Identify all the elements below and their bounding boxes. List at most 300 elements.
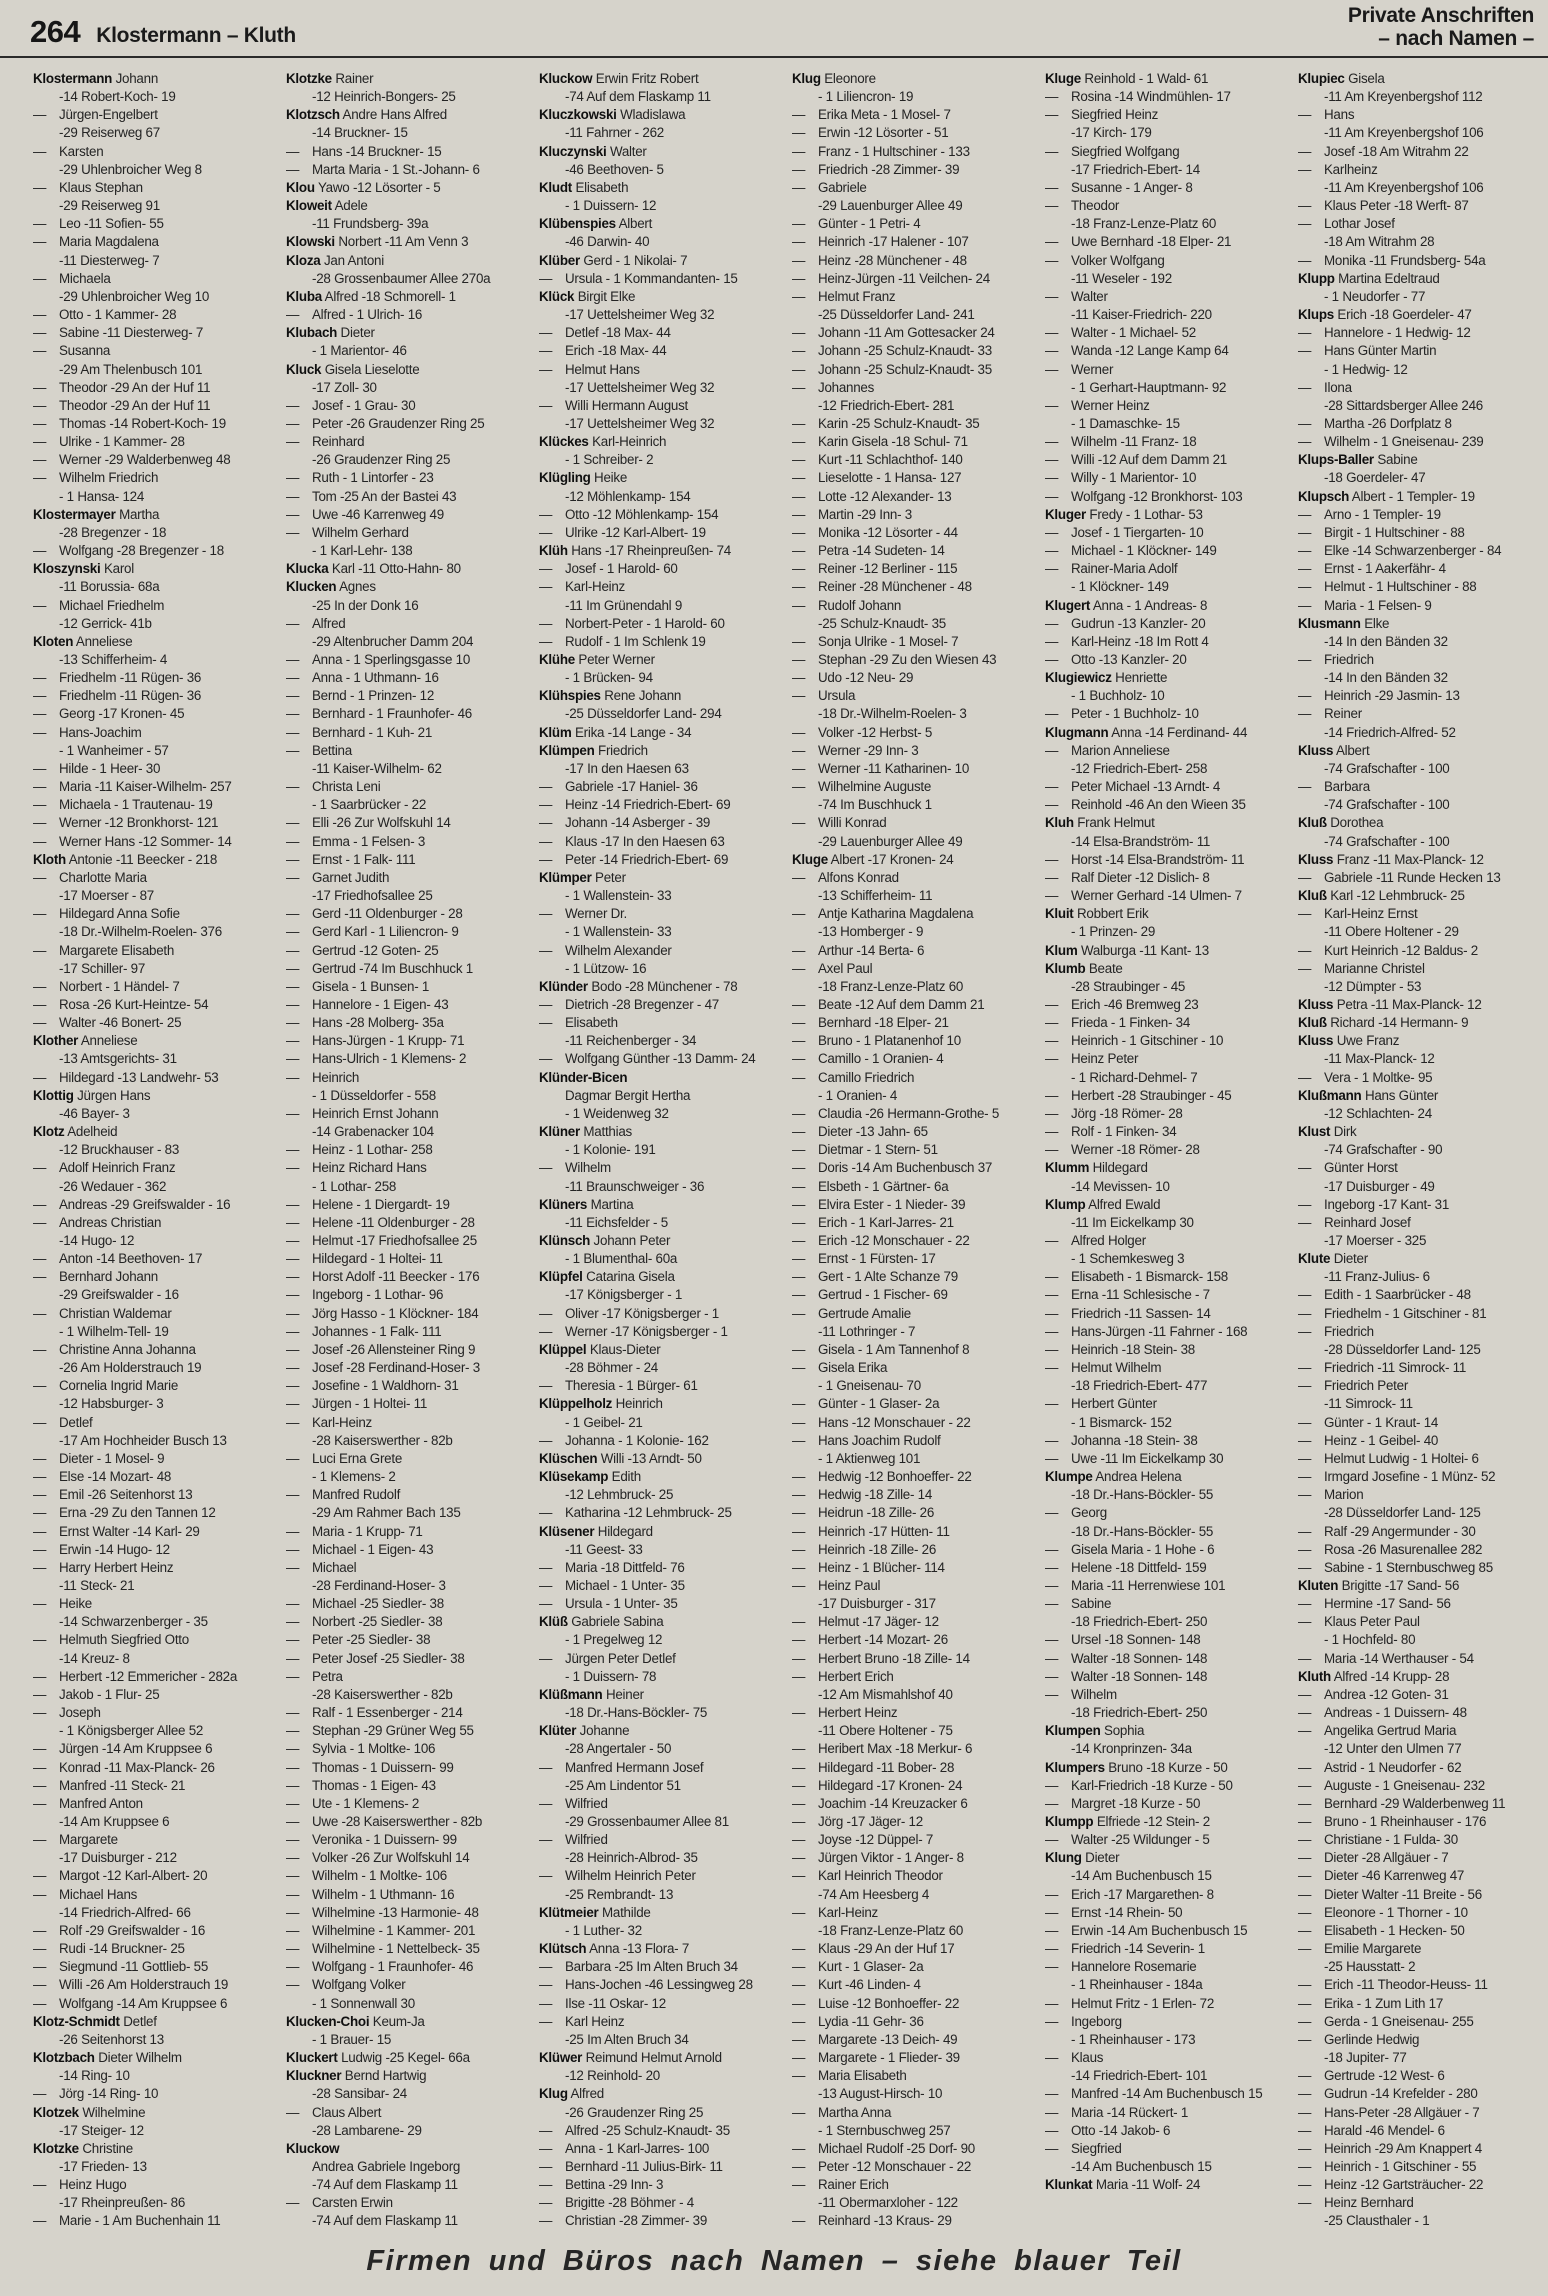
page-header: [0, 0, 1548, 52]
entry-head: Klühe Peter Werner: [539, 652, 655, 667]
entry-continuation: — Bernhard - 1 Kuh- 21: [286, 724, 526, 742]
surname: Klüpfel: [539, 1269, 583, 1285]
entry-continuation: — Elke -14 Schwarzenberger - 84: [1298, 542, 1538, 560]
entry-continuation: — Andreas -29 Greifswalder - 16: [33, 1196, 273, 1214]
surname: Kluger: [1045, 506, 1086, 522]
entry-head: Klumpen Sophia: [1045, 1723, 1145, 1739]
surname: Klüwer: [539, 2050, 583, 2066]
surname: Klumpe: [1045, 1469, 1093, 1485]
entry-address-line: - 1 Karl-Lehr- 138: [312, 543, 413, 559]
entry-head: Klotzke Christine: [33, 2140, 133, 2156]
entry-head: Klowski Norbert -11 Am Venn 3: [286, 234, 469, 250]
entry-continuation: — Erich -17 Margarethen- 8: [1045, 1886, 1285, 1904]
entry-continuation: — Wilhelm - 1 Gneisenau- 239: [1298, 433, 1538, 451]
entry-address-line: - 1 Luther- 32: [565, 1922, 642, 1938]
entry-continuation: — Michael - 1 Eigen- 43: [286, 1541, 526, 1559]
surname: Klotzbach: [33, 2050, 95, 2066]
entry-address-line: -26 Graudenzer Ring 25: [565, 2104, 704, 2120]
entry-continuation: — Friedrich Peter: [1298, 1377, 1538, 1395]
entry-continuation: — Erich -18 Max- 44: [539, 342, 779, 360]
entry-address-line: -14 Ring- 10: [59, 2068, 130, 2084]
surname: Klother: [33, 1033, 79, 1049]
entry-address-line: - 1 Richard-Dehmel- 7: [1071, 1069, 1198, 1085]
entry-continuation: — Erich -11 Theodor-Heuss- 11: [1298, 1976, 1538, 1994]
surname: Klüber: [539, 252, 580, 268]
surname: Klups: [1298, 307, 1334, 323]
entry-continuation: — Manfred -11 Steck- 21: [33, 1777, 273, 1795]
entry-address-line: -17 Zoll- 30: [312, 379, 377, 395]
entry-address-line: -17 Friedrich-Ebert- 14: [1071, 161, 1200, 177]
entry-continuation: — Gisela Erika: [792, 1359, 1032, 1377]
entry-continuation: — Harry Herbert Heinz: [33, 1559, 273, 1577]
entry-continuation: — Else -14 Mozart- 48: [33, 1468, 273, 1486]
surname: Klute: [1298, 1251, 1331, 1267]
entry-head: Klütsch Anna -13 Flora- 7: [539, 1941, 690, 1957]
entry-continuation: — Heinrich - 1 Gitschiner - 55: [1298, 2158, 1538, 2176]
entry-continuation: — Astrid - 1 Neudorfer - 62: [1298, 1759, 1538, 1777]
entry-continuation: — Bernd - 1 Prinzen- 12: [286, 687, 526, 705]
entry-continuation: — Werner -12 Bronkhorst- 121: [33, 814, 273, 832]
entry-continuation: — Heinz Peter: [1045, 1050, 1285, 1068]
entry-continuation: — Herbert Erich: [792, 1668, 1032, 1686]
entry-continuation: — Wolfgang -28 Bregenzer - 18: [33, 542, 273, 560]
entry-continuation: — Johannes: [792, 379, 1032, 397]
surname: Klünsch: [539, 1233, 591, 1248]
entry-continuation: — Wilhelm -11 Franz- 18: [1045, 433, 1285, 451]
entry-continuation: — Wilhelm: [1045, 1686, 1285, 1704]
entry-continuation: — Kurt - 1 Glaser- 2a: [792, 1958, 1032, 1976]
entry-continuation: — Norbert -25 Siedler- 38: [286, 1613, 526, 1631]
entry-continuation: — Bernhard - 1 Fraunhofer- 46: [286, 705, 526, 723]
entry-continuation: — Siegfried: [1045, 2140, 1285, 2158]
entry-continuation: — Marion: [1298, 1486, 1538, 1504]
entry-continuation: — Sabine -11 Diesterweg- 7: [33, 324, 273, 342]
entry-address-line: -29 Altenbrucher Damm 204: [312, 633, 474, 649]
entry-continuation: — Maria -14 Werthauser - 54: [1298, 1650, 1538, 1668]
entry-head: Klups Erich -18 Goerdeler- 47: [1298, 307, 1472, 323]
entry-continuation: — Walter: [1045, 288, 1285, 306]
entry-continuation: — Erika - 1 Zum Lith 17: [1298, 1995, 1538, 2013]
entry-head: [539, 1069, 779, 1087]
entry-address-line: -12 Dümpter - 53: [1324, 978, 1422, 994]
surname: Klümper: [539, 869, 592, 885]
entry-address-line: -25 In der Donk 16: [312, 597, 419, 613]
entry-address-line: -11 Borussia- 68a: [59, 579, 160, 595]
entry-continuation: — Friedrich: [1298, 651, 1538, 669]
entry-continuation: — Elisabeth: [539, 1014, 779, 1032]
entry-address-line: - 1 Prinzen- 29: [1071, 924, 1156, 940]
entry-head: Kluss Albert: [1298, 742, 1370, 758]
entry-continuation: — Wilhelm - 1 Moltke- 106: [286, 1867, 526, 1885]
surname: Kluh: [1045, 815, 1074, 831]
entry-continuation: — Martha Anna: [792, 2104, 1032, 2122]
entry-address-line: -29 Uhlenbroicher Weg 8: [59, 161, 202, 177]
entry-address-line: -25 Schulz-Knaudt- 35: [818, 615, 946, 631]
entry-continuation: — Erwin -14 Hugo- 12: [33, 1541, 273, 1559]
entry-continuation: — Dietmar - 1 Stern- 51: [792, 1141, 1032, 1159]
entry-continuation: — Theodor -29 An der Huf 11: [33, 397, 273, 415]
entry-continuation: — Alfred -25 Schulz-Knaudt- 35: [539, 2122, 779, 2140]
entry-continuation: — Michaela: [33, 270, 273, 288]
surname: Kluth: [1298, 1668, 1331, 1684]
entry-continuation: — Bruno - 1 Platanenhof 10: [792, 1032, 1032, 1050]
directory-column: [539, 70, 779, 2231]
surname: Klumpp: [1045, 1814, 1094, 1829]
entry-head: [286, 2140, 526, 2158]
entry-continuation: — Johann -14 Asberger - 39: [539, 814, 779, 832]
entry-continuation: — Michael Rudolf -25 Dorf- 90: [792, 2140, 1032, 2158]
entry-continuation: — Hildegard Anna Sofie: [33, 905, 273, 923]
entry-continuation: — Ute - 1 Klemens- 2: [286, 1795, 526, 1813]
entry-continuation: — Wilhelm Friedrich: [33, 469, 273, 487]
entry-address-line: -29 Greifswalder - 16: [59, 1287, 179, 1303]
entry-continuation: — Maria - 1 Felsen- 9: [1298, 597, 1538, 615]
entry-continuation: — Ingeborg -17 Kant- 31: [1298, 1196, 1538, 1214]
entry-continuation: — Hannelore - 1 Eigen- 43: [286, 996, 526, 1014]
entry-continuation: — Herbert -12 Emmericher - 282a: [33, 1668, 273, 1686]
entry-address-line: -25 Clausthaler - 1: [1324, 2213, 1430, 2229]
entry-continuation: — Willi -12 Auf dem Damm 21: [1045, 451, 1285, 469]
entry-address-line: -46 Darwin- 40: [565, 234, 650, 250]
entry-head: Klugmann Anna -14 Ferdinand- 44: [1045, 724, 1248, 740]
entry-address-line: -28 Kaiserswerther - 82b: [312, 1686, 453, 1702]
surname: Klucken: [286, 579, 337, 595]
entry-continuation: — Elisabeth - 1 Hecken- 50: [1298, 1922, 1538, 1940]
entry-continuation: — Maria -18 Dittfeld- 76: [539, 1559, 779, 1577]
entry-continuation: — Ralf - 1 Essenberger - 214: [286, 1704, 526, 1722]
entry-continuation: — Reinhard: [286, 433, 526, 451]
entry-continuation: — Luci Erna Grete: [286, 1450, 526, 1468]
page-footer: [0, 2245, 1548, 2278]
entry-address-line: -29 Lauenburger Allee 49: [818, 198, 963, 214]
entry-continuation: — Elvira Ester - 1 Nieder- 39: [792, 1196, 1032, 1214]
entry-address-line: -14 Am Kruppsee 6: [59, 1814, 170, 1829]
entry-head: Klottig Jürgen Hans: [33, 1087, 151, 1103]
entry-address-line: -17 Steiger- 12: [59, 2122, 144, 2138]
entry-continuation: — Erich -46 Bremweg 23: [1045, 996, 1285, 1014]
entry-head: Klugiewicz Henriette: [1045, 670, 1168, 686]
entry-continuation: — Helmut -17 Jäger- 12: [792, 1613, 1032, 1631]
entry-continuation: — Heinz -14 Friedrich-Ebert- 69: [539, 796, 779, 814]
header-right-line1: Private Anschriften: [1347, 4, 1534, 27]
entry-continuation: — Friedhelm -11 Rügen- 36: [33, 687, 273, 705]
entry-continuation: — Hans -12 Monschauer - 22: [792, 1414, 1032, 1432]
entry-continuation: — Georg: [1045, 1504, 1285, 1522]
entry-address-line: -17 Am Hochheider Busch 13: [59, 1432, 227, 1448]
surname: Kludt: [539, 179, 572, 195]
entry-continuation: — Erich -12 Monschauer - 22: [792, 1232, 1032, 1250]
entry-address-line: - 1 Lützow- 16: [565, 960, 647, 976]
entry-continuation: — Uwe -28 Kaiserswerther - 82b: [286, 1813, 526, 1831]
entry-continuation: — Marion Anneliese: [1045, 742, 1285, 760]
entry-continuation: — Heinrich -29 Jasmin- 13: [1298, 687, 1538, 705]
entry-continuation: — Hans-Joachim: [33, 724, 273, 742]
surname: Klüppel: [539, 1341, 587, 1357]
entry-head: Kluten Brigitte -17 Sand- 56: [1298, 1577, 1460, 1593]
entry-continuation: — Werner Hans -12 Sommer- 14: [33, 833, 273, 851]
entry-continuation: — Maria Elisabeth: [792, 2067, 1032, 2085]
entry-address-line: -18 Jupiter- 77: [1324, 2050, 1407, 2066]
entry-continuation: — Friedrich: [1298, 1323, 1538, 1341]
entry-address-line: -17 Moerser - 325: [1324, 1233, 1427, 1248]
entry-continuation: — Charlotte Maria: [33, 869, 273, 887]
entry-address-line: -74 Auf dem Flaskamp 11: [312, 2177, 458, 2193]
entry-continuation: — Uwe -46 Karrenweg 49: [286, 506, 526, 524]
entry-continuation: — Jörg -17 Jäger- 12: [792, 1813, 1032, 1831]
entry-continuation: — Konrad -11 Max-Planck- 26: [33, 1759, 273, 1777]
entry-address-line: - 1 Liliencron- 19: [818, 89, 914, 105]
entry-continuation: — Arno - 1 Templer- 19: [1298, 506, 1538, 524]
entry-continuation: — Hans -14 Bruckner- 15: [286, 143, 526, 161]
entry-continuation: — Brigitte -28 Böhmer - 4: [539, 2194, 779, 2212]
entry-address-line: -11 Max-Planck- 12: [1324, 1051, 1435, 1067]
entry-head: Kluckner Bernd Hartwig: [286, 2068, 427, 2084]
entry-address-line: - 1 Hansa- 124: [59, 488, 145, 504]
entry-head: Kluge Reinhold - 1 Wald- 61: [1045, 71, 1209, 86]
entry-continuation: — Hans-Jürgen - 1 Krupp- 71: [286, 1032, 526, 1050]
entry-address-line: -17 Rheinpreußen- 86: [59, 2195, 186, 2211]
entry-continuation: — Walter -18 Sonnen- 148: [1045, 1650, 1285, 1668]
entry-address-line: - 1 Hochfeld- 80: [1324, 1632, 1416, 1648]
entry-continuation: — Reinhold -46 An den Wieen 35: [1045, 796, 1285, 814]
entry-continuation: — Karin -25 Schulz-Knaudt- 35: [792, 415, 1032, 433]
entry-continuation: — Herbert Heinz: [792, 1704, 1032, 1722]
entry-continuation: — Helene -11 Oldenburger - 28: [286, 1214, 526, 1232]
entry-continuation: — Kurt Heinrich -12 Baldus- 2: [1298, 942, 1538, 960]
entry-continuation: — Karl-Heinz Ernst: [1298, 905, 1538, 923]
entry-head: Klotz Adelheid: [33, 1124, 118, 1140]
entry-address-line: - 1 Weidenweg 32: [565, 1105, 669, 1121]
entry-head: Klotz-Schmidt Detlef: [33, 2013, 157, 2029]
entry-continuation: — Anna - 1 Sperlingsgasse 10: [286, 651, 526, 669]
entry-head: Klüm Erika -14 Lange - 34: [539, 724, 692, 740]
entry-continuation: — Hans-Jürgen -11 Fahrner - 168: [1045, 1323, 1285, 1341]
entry-continuation: — Helmut Wilhelm: [1045, 1359, 1285, 1377]
entry-address-line: -17 Uettelsheimer Weg 32: [565, 307, 715, 323]
surname: Kluckner: [286, 2068, 342, 2084]
entry-continuation: — Werner Heinz: [1045, 397, 1285, 415]
entry-address-line: -14 Friedrich-Alfred- 66: [59, 1904, 191, 1920]
entry-continuation: — Christian -28 Zimmer- 39: [539, 2212, 779, 2230]
entry-continuation: — Andreas Christian: [33, 1214, 273, 1232]
surname: Klupp: [1298, 270, 1335, 286]
entry-address-line: -14 Robert-Koch- 19: [59, 89, 176, 105]
entry-head: Klüber Gerd - 1 Nikolai- 7: [539, 252, 688, 268]
entry-address-line: - 1 Saarbrücker - 22: [312, 797, 427, 813]
entry-continuation: — Erna -11 Schlesische - 7: [1045, 1286, 1285, 1304]
entry-continuation: — Heinz-Jürgen -11 Veilchen- 24: [792, 270, 1032, 288]
surname: Klusmann: [1298, 615, 1361, 631]
entry-continuation: — Heinz -12 Gartsträucher- 22: [1298, 2176, 1538, 2194]
entry-address-line: -18 Dr.-Hans-Böckler- 55: [1071, 1487, 1214, 1503]
entry-continuation: — Margarete: [33, 1831, 273, 1849]
entry-continuation: — Thomas - 1 Duissern- 99: [286, 1759, 526, 1777]
entry-continuation: — Günter - 1 Glaser- 2a: [792, 1395, 1032, 1413]
entry-continuation: — Werner -29 Inn- 3: [792, 742, 1032, 760]
entry-continuation: — Alfons Konrad: [792, 869, 1032, 887]
entry-head: Klüßmann Heiner: [539, 1686, 644, 1702]
entry-address-line: - 1 Duissern- 12: [565, 198, 657, 214]
entry-continuation: — Werner -29 Walderbenweg 48: [33, 451, 273, 469]
entry-continuation: — Auguste - 1 Gneisenau- 232: [1298, 1777, 1538, 1795]
entry-head: Klupsch Albert - 1 Templer- 19: [1298, 488, 1475, 504]
entry-continuation: — Heinz - 1 Lothar- 258: [286, 1141, 526, 1159]
entry-address-line: -12 Am Mismahlshof 40: [818, 1686, 953, 1702]
entry-continuation: — Wolfgang -12 Bronkhorst- 103: [1045, 488, 1285, 506]
footer-text: Firmen und Büros nach Namen – siehe blauer Teil: [366, 2245, 1182, 2277]
entry-continuation: — Ralf Dieter -12 Dislich- 8: [1045, 869, 1285, 887]
entry-continuation: — Hildegard - 1 Holtei- 11: [286, 1250, 526, 1268]
entry-address-line: -74 Auf dem Flaskamp 11: [312, 2213, 458, 2229]
surname: Klübenspies: [539, 216, 616, 232]
entry-address-line: -12 Möhlenkamp- 154: [565, 488, 691, 504]
entry-head: Klünsch Johann Peter: [539, 1233, 671, 1248]
surname: Klühspies: [539, 688, 601, 704]
entry-continuation: — Heinz - 1 Geibel- 40: [1298, 1432, 1538, 1450]
entry-continuation: — Klaus: [1045, 2049, 1285, 2067]
entry-address-line: - 1 Wallenstein- 33: [565, 924, 672, 940]
entry-continuation: — Gerd -11 Oldenburger - 28: [286, 905, 526, 923]
surname: Klüppelholz: [539, 1396, 613, 1412]
entry-head: Klüsekamp Edith: [539, 1469, 641, 1485]
entry-head: Klust Dirk: [1298, 1124, 1357, 1140]
entry-address-line: -12 Friedrich-Ebert- 258: [1071, 760, 1208, 776]
entry-head: Klute Dieter: [1298, 1251, 1368, 1267]
entry-continuation: — Peter -12 Monschauer - 22: [792, 2158, 1032, 2176]
entry-head: Kloweit Adele: [286, 198, 368, 214]
entry-continuation: — Karlheinz: [1298, 161, 1538, 179]
entry-head: Klüschen Willi -13 Arndt- 50: [539, 1450, 702, 1466]
entry-continuation: — Helmut Fritz - 1 Erlen- 72: [1045, 1995, 1285, 2013]
entry-head: Klühspies Rene Johann: [539, 688, 682, 704]
entry-address-line: -17 Kirch- 179: [1071, 125, 1152, 141]
entry-address-line: -11 Am Kreyenbergshof 106: [1324, 125, 1484, 141]
entry-head: Klumb Beate: [1045, 960, 1123, 976]
entry-continuation: — Dieter -28 Allgäuer - 7: [1298, 1849, 1538, 1867]
entry-continuation: — Josef - 1 Grau- 30: [286, 397, 526, 415]
surname: Kloth: [33, 851, 66, 867]
entry-continuation: — Bettina: [286, 742, 526, 760]
entry-continuation: — Dieter Walter -11 Breite - 56: [1298, 1886, 1538, 1904]
entry-continuation: — Herbert Günter: [1045, 1395, 1285, 1413]
entry-continuation: — Thomas -14 Robert-Koch- 19: [33, 415, 273, 433]
entry-head: Klüwer Reimund Helmut Arnold: [539, 2050, 722, 2066]
entry-continuation: — Edith - 1 Saarbrücker - 48: [1298, 1286, 1538, 1304]
entry-continuation: — Wilfried: [539, 1831, 779, 1849]
entry-continuation: — Heike: [33, 1595, 273, 1613]
entry-continuation: — Peter Josef -25 Siedler- 38: [286, 1650, 526, 1668]
entry-continuation: — Helene -18 Dittfeld- 159: [1045, 1559, 1285, 1577]
entry-continuation: — Emil -26 Seitenhorst 13: [33, 1486, 273, 1504]
entry-address-line: -18 Goerdeler- 47: [1324, 470, 1426, 486]
entry-address-line: -13 Homberger - 9: [818, 924, 924, 940]
entry-continuation: — Ulrike - 1 Kammer- 28: [33, 433, 273, 451]
surname: Klugert: [1045, 597, 1091, 613]
entry-continuation: — Marie - 1 Am Buchenhain 11: [33, 2212, 273, 2230]
entry-continuation: — Wilhelmine - 1 Kammer- 201: [286, 1922, 526, 1940]
entry-address-line: -18 Franz-Lenze-Platz 60: [1071, 216, 1217, 232]
entry-head: Kluczkowski Wladislawa: [539, 107, 686, 123]
entry-head: Klückes Karl-Heinrich: [539, 434, 667, 450]
entry-continuation: — Jörg Hasso - 1 Klöckner- 184: [286, 1305, 526, 1323]
directory-column: [792, 70, 1032, 2231]
entry-continuation: — Lothar Josef: [1298, 215, 1538, 233]
entry-address-line: - 1 Brücken- 94: [565, 670, 653, 686]
entry-continuation: — Ursula - 1 Unter- 35: [539, 1595, 779, 1613]
entry-continuation: — Volker -26 Zur Wolfskuhl 14: [286, 1849, 526, 1867]
entry-continuation: — Joseph: [33, 1704, 273, 1722]
entry-continuation: — Werner Gerhard -14 Ulmen- 7: [1045, 887, 1285, 905]
surname: Klünder: [539, 978, 588, 994]
surname: Klump: [1045, 1196, 1086, 1212]
entry-continuation: — Gabriele -11 Runde Hecken 13: [1298, 869, 1538, 887]
entry-address-line: -12 Habsburger- 3: [59, 1396, 164, 1412]
entry-head: Klotzsch Andre Hans Alfred: [286, 107, 447, 123]
entry-continuation: — Johannes - 1 Falk- 111: [286, 1323, 526, 1341]
entry-continuation: — Ernst - 1 Falk- 111: [286, 851, 526, 869]
entry-head: Klucken Agnes: [286, 579, 376, 595]
entry-continuation: — Petra -14 Sudeten- 14: [792, 542, 1032, 560]
entry-continuation: — Stephan -29 Grüner Weg 55: [286, 1722, 526, 1740]
entry-head: Klou Yawo -12 Lösorter - 5: [286, 179, 441, 195]
entry-continuation: — Rudi -14 Bruckner- 25: [33, 1940, 273, 1958]
entry-continuation: — Wanda -12 Lange Kamp 64: [1045, 342, 1285, 360]
entry-head: Klümpen Friedrich: [539, 742, 648, 758]
entry-continuation: — Rainer-Maria Adolf: [1045, 560, 1285, 578]
entry-continuation: — Ernst - 1 Fürsten- 17: [792, 1250, 1032, 1268]
surname: Klünder-Bicen: [539, 1069, 628, 1085]
entry-continuation: — Ingeborg - 1 Lothar- 96: [286, 1286, 526, 1304]
entry-continuation: — Karl Heinz: [539, 2013, 779, 2031]
entry-continuation: — Wolfgang Volker: [286, 1976, 526, 1994]
surname: Kluit: [1045, 906, 1074, 922]
entry-address-line: - 1 Gneisenau- 70: [818, 1378, 921, 1394]
entry-head: Klübenspies Albert: [539, 216, 653, 232]
entry-continuation: — Günter - 1 Petri- 4: [792, 215, 1032, 233]
entry-continuation: — Rainer Erich: [792, 2176, 1032, 2194]
entry-continuation: — Rolf - 1 Finken- 34: [1045, 1123, 1285, 1141]
entry-continuation: — Joyse -12 Düppel- 7: [792, 1831, 1032, 1849]
surname: Kluss: [1298, 742, 1334, 758]
entry-continuation: — Alfred Holger: [1045, 1232, 1285, 1250]
page-name-range: Klostermann – Kluth: [96, 24, 296, 47]
entry-head: Klügling Heike: [539, 470, 628, 486]
entry-continuation: — Klaus Peter -18 Werft- 87: [1298, 197, 1538, 215]
entry-continuation: — Axel Paul: [792, 960, 1032, 978]
entry-head: Klumpe Andrea Helena: [1045, 1469, 1182, 1485]
entry-address-line: -17 Duisburger - 317: [818, 1596, 936, 1612]
entry-address-line: -25 Am Lindentor 51: [565, 1777, 681, 1793]
entry-continuation: — Walter - 1 Michael- 52: [1045, 324, 1285, 342]
entry-address-line: -28 Düsseldorfer Land- 125: [1324, 1341, 1481, 1357]
entry-continuation: — Frieda - 1 Finken- 34: [1045, 1014, 1285, 1032]
entry-address-line: -11 Geest- 33: [565, 1541, 643, 1557]
entry-head: Klotzek Wilhelmine: [33, 2104, 146, 2120]
entry-continuation: — Dieter - 1 Mosel- 9: [33, 1450, 273, 1468]
surname: Klug: [539, 2086, 568, 2102]
entry-continuation: — Siegmund -11 Gottlieb- 55: [33, 1958, 273, 1976]
entry-head: Kluss Petra -11 Max-Planck- 12: [1298, 996, 1482, 1012]
entry-continuation: — Wilhelm Alexander: [539, 942, 779, 960]
entry-continuation: — Peter -26 Graudenzer Ring 25: [286, 415, 526, 433]
entry-continuation: — Hans -28 Molberg- 35a: [286, 1014, 526, 1032]
entry-continuation: — Hilde - 1 Heer- 30: [33, 760, 273, 778]
entry-continuation: — Friedrich -11 Simrock- 11: [1298, 1359, 1538, 1377]
entry-continuation: — Adolf Heinrich Franz: [33, 1159, 273, 1177]
surname: Klugiewicz: [1045, 670, 1112, 686]
entry-continuation: — Rudolf - 1 Im Schlenk 19: [539, 633, 779, 651]
entry-continuation: — Hedwig -18 Zille- 14: [792, 1486, 1032, 1504]
